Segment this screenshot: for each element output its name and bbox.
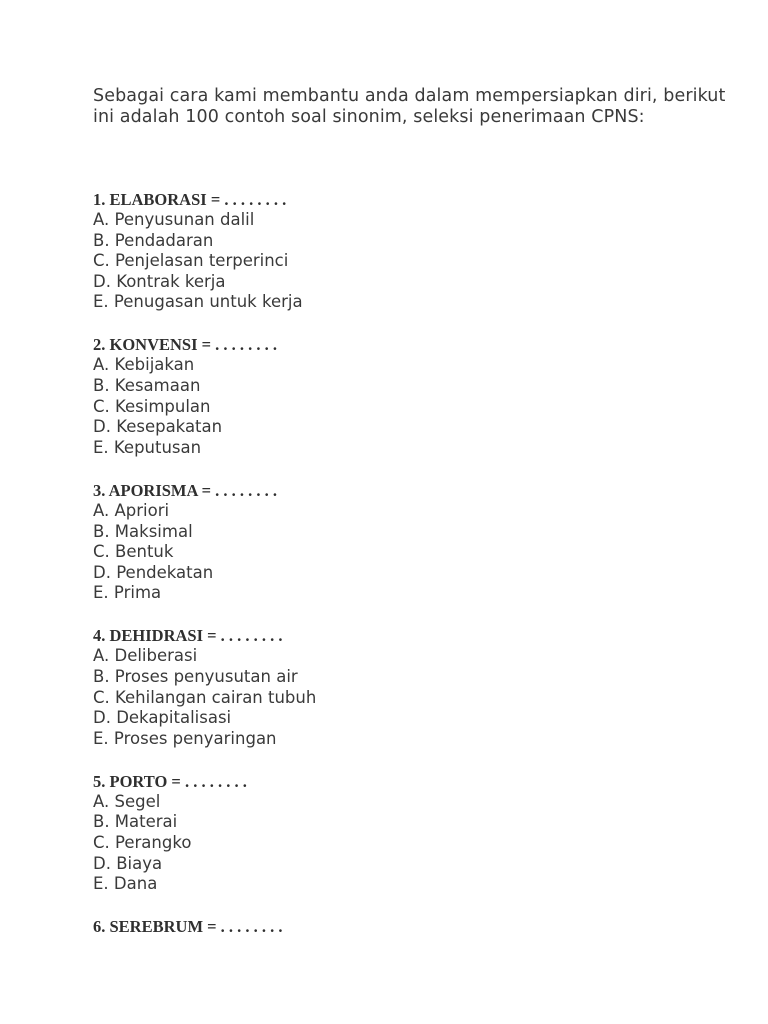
answer-option: C. Bentuk [93,542,174,562]
question-1 [93,189,733,313]
answer-option: E. Penugasan untuk kerja [93,292,303,312]
question-list [93,189,733,959]
answer-option: A. Kebijakan [93,355,195,375]
question-heading: 2. KONVENSI = . . . . . . . . [93,335,278,355]
answer-option: D. Pendekatan [93,562,214,582]
question-4 [93,625,733,749]
answer-option: E. Proses penyaringan [93,728,277,748]
question-6 [93,916,733,937]
question-5 [93,771,733,895]
answer-option: A. Penyusunan dalil [93,210,255,229]
answer-option: A. Apriori [93,500,170,520]
question-heading: 3. APORISMA = . . . . . . . . [93,480,278,500]
answer-option: E. Keputusan [93,437,202,457]
question-3 [93,480,733,604]
answer-option: D. Biaya [93,853,163,873]
question-2 [93,334,733,458]
answer-option: E. Dana [93,874,158,894]
answer-option: B. Maksimal [93,521,193,541]
answer-option: B. Proses penyusutan air [93,667,298,686]
answer-option: C. Kehilangan cairan tubuh [93,687,317,707]
answer-option: D. Kontrak kerja [93,271,226,291]
answer-option: B. Materai [93,812,178,832]
intro-paragraph: Sebagai cara kami membantu anda dalam mempersiapkan diri, berikut ini adalah 100 contoh soal sinonim, seleksi penerimaan CPNS: [93,86,726,127]
answer-option: B. Kesamaan [93,376,201,396]
question-heading: 4. DEHIDRASI = . . . . . . . . [93,626,283,646]
answer-option: C. Penjelasan terperinci [93,251,289,271]
answer-option: A. Deliberasi [93,646,198,666]
answer-option: E. Prima [93,583,162,603]
answer-option: C. Kesimpulan [93,396,211,416]
answer-option: D. Kesepakatan [93,417,223,437]
question-heading: 1. ELABORASI = . . . . . . . . [93,190,287,209]
question-heading: 6. SEREBRUM = . . . . . . . . [93,917,283,937]
answer-option: D. Dekapitalisasi [93,708,232,728]
question-heading: 5. PORTO = . . . . . . . . [93,771,247,791]
answer-option: A. Segel [93,791,161,811]
answer-option: B. Pendadaran [93,230,214,250]
answer-option: C. Perangko [93,833,192,853]
